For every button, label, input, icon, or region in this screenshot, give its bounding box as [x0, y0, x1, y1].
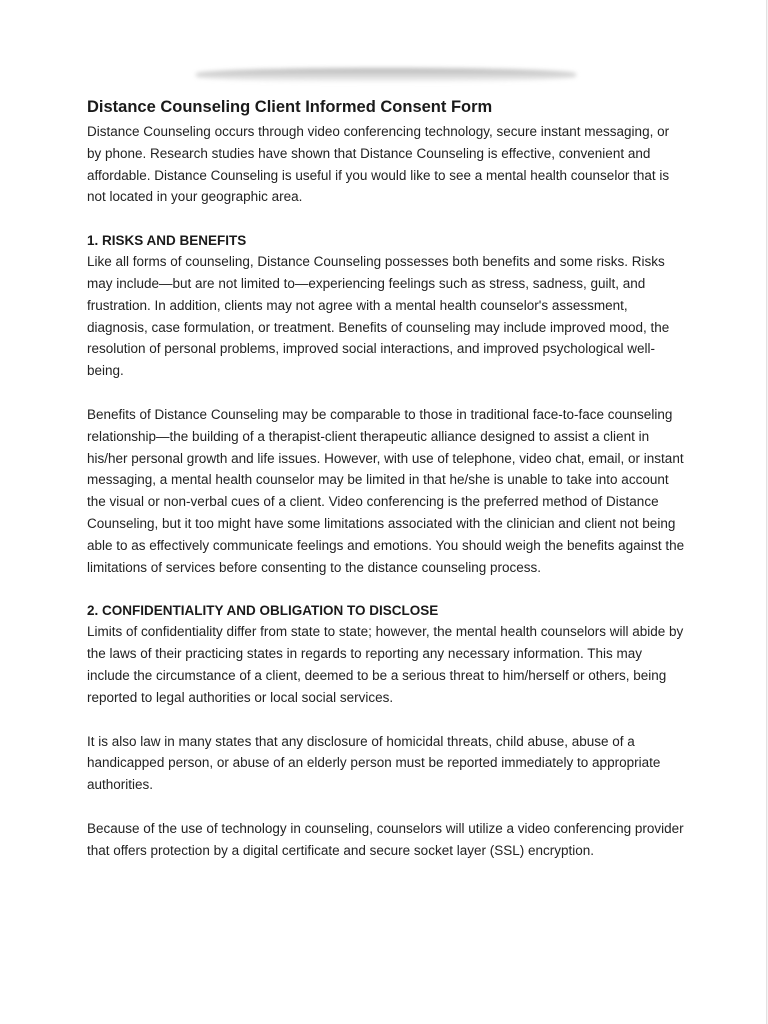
spacer — [87, 709, 687, 731]
spacer — [87, 382, 687, 404]
page-curl-shadow — [196, 68, 576, 82]
risks-paragraph-1: Like all forms of counseling, Distance Counseling possesses both benefits and some risks. Risks may include—but are not limited to—experiencing feelings such as stress, sadness, guilt, and frustration. In addition, clients may not agree with a mental health counselor's assessment, diagnosis, case formulation, or treatment. Benefits of counseling may include improved mood, the resolution of personal problems, improved social interactions, and improved psychological well-being. — [87, 254, 670, 379]
confidentiality-paragraph-2: It is also law in many states that any disclosure of homicidal threats, child abuse, abuse of a handicapped person, or abuse of an elderly person must be reported immediately to appropriate authorities. — [87, 733, 661, 793]
spacer — [87, 578, 687, 600]
document-body — [87, 94, 687, 862]
document-title: Distance Counseling Client Informed Consent Form — [87, 98, 493, 116]
confidentiality-paragraph-3: Because of the use of technology in counseling, counselors will utilize a video conferencing provider that offers protection by a digital certificate and secure socket layer (SSL) encryption. — [87, 820, 684, 858]
section-heading-risks-benefits: 1. RISKS AND BENEFITS — [87, 233, 247, 249]
spacer — [87, 796, 687, 818]
spacer — [87, 208, 687, 230]
confidentiality-paragraph-1: Limits of confidentiality differ from state to state; however, the mental health counselors will abide by the laws of their practicing states in regards to reporting any necessary information. This may include the circumstance of a client, deemed to be a serious threat to him/herself or others, being reported to legal authorities or local social services. — [87, 624, 684, 705]
risks-paragraph-2: Benefits of Distance Counseling may be comparable to those in traditional face-to-face counseling relationship—the building of a therapist-client therapeutic alliance designed to assist a client in his/her personal growth and life issues. However, with use of telephone, video chat, email, or instant messaging, a mental health counselor may be limited in that he/she is unable to take into account the visual or non-verbal cues of a client. Video conferencing is the preferred method of Distance Counseling, but it too might have some limitations associated with the clinician and client not being able to as effectively communicate feelings and emotions. You should weigh the benefits against the limitations of services before consenting to the distance counseling process. — [87, 406, 685, 575]
intro-paragraph: Distance Counseling occurs through video conferencing technology, secure instant messaging, or by phone. Research studies have shown that Distance Counseling is effective, convenient and affordable. Distance Counseling is useful if you would like to see a mental health counselor that is not located in your geographic area. — [87, 124, 670, 205]
section-heading-confidentiality: 2. CONFIDENTIALITY AND OBLIGATION TO DISCLOSE — [87, 603, 439, 619]
